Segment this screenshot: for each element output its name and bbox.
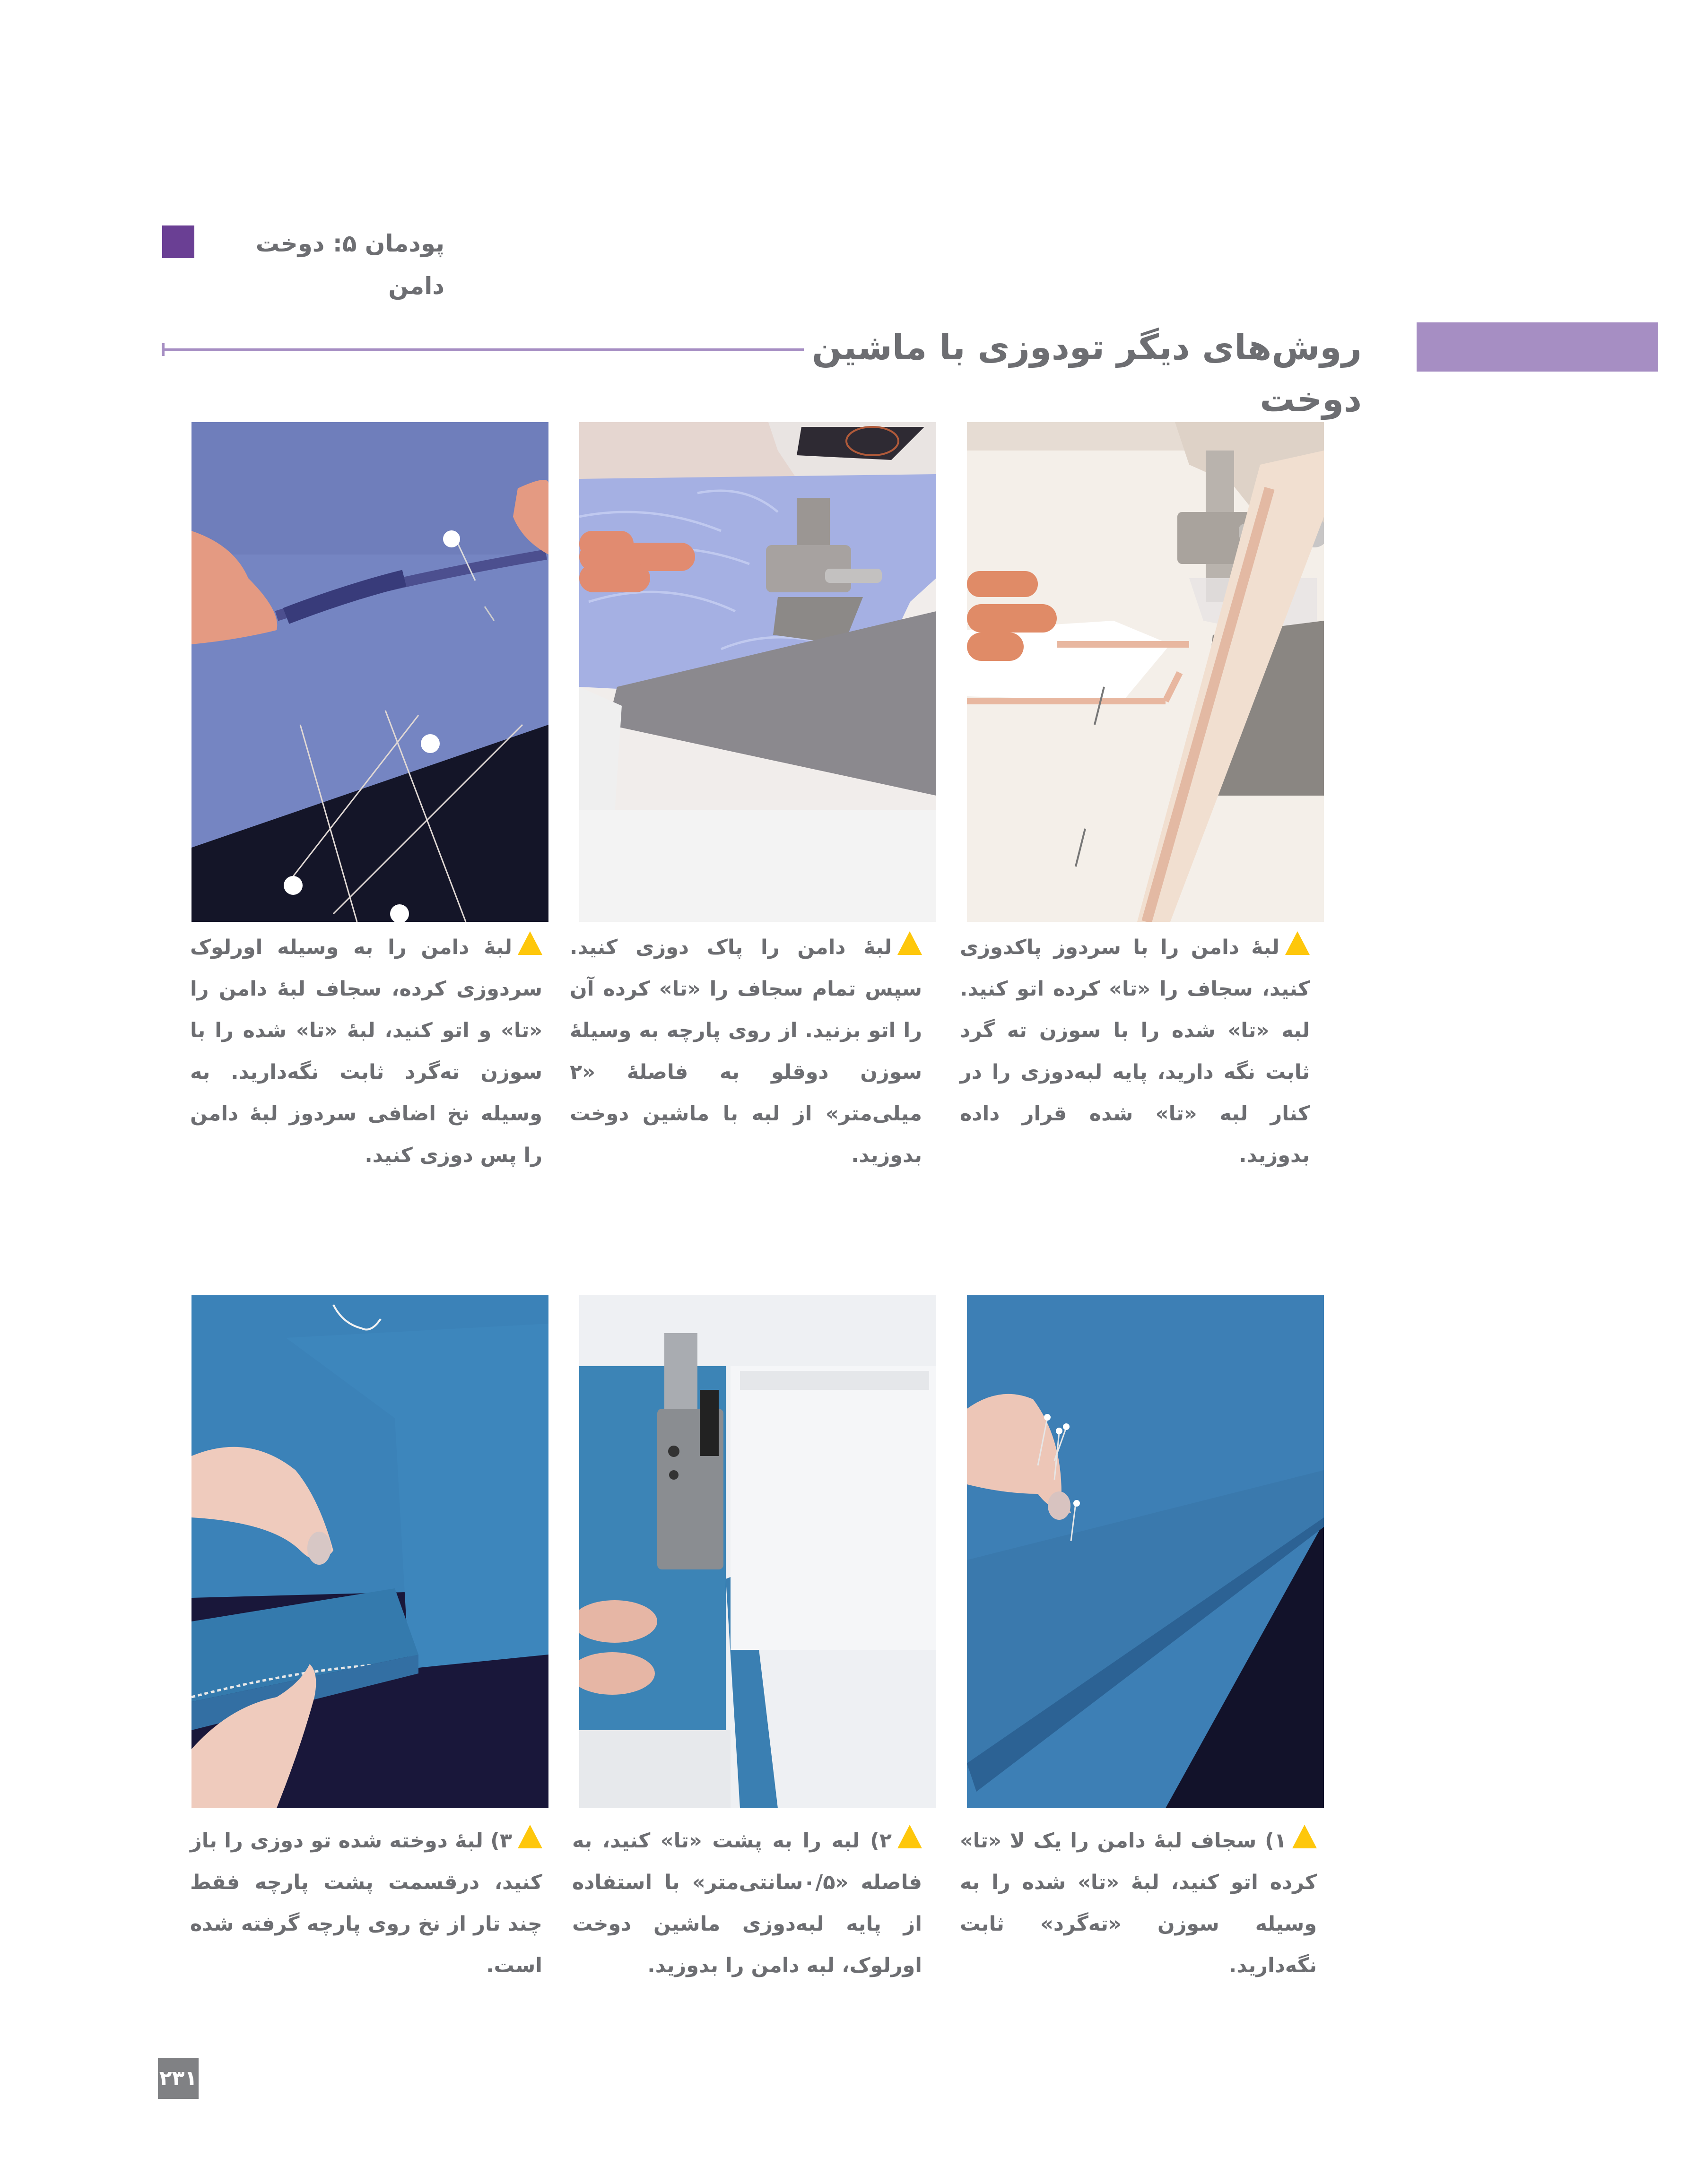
photo-white-fabric-clear-foot bbox=[967, 422, 1324, 922]
section-title: روش‌های دیگر تودوزی با ماشین دوخت bbox=[812, 327, 1362, 420]
caption-step-1 bbox=[960, 1820, 1317, 1986]
bullet-triangle-icon bbox=[518, 1825, 542, 1848]
bullet-triangle-icon bbox=[897, 931, 922, 955]
caption-text: ۳) لبهٔ دوخته شده تو دوزی را باز کنید، درقسمت پشت پارچه فقط چند تار از نخ روی پارچه گرفته شده است. bbox=[190, 1829, 542, 1977]
caption-top-left bbox=[190, 927, 542, 1176]
caption-text: لبهٔ دامن را با سردوز پاکدوزی کنید، سجاف را «تا» کرده اتو کنید. لبه «تا» شده را با سوزن ته گرد ثابت نگه دارید، پایه لبه‌دوزی را در کنار لبه «تا» شده قرار داده بدوزید. bbox=[960, 936, 1310, 1167]
photo-blue-fabric-twin-needle bbox=[579, 422, 936, 922]
bullet-triangle-icon bbox=[1292, 1825, 1317, 1848]
caption-step-2 bbox=[572, 1820, 922, 1986]
section-title-rule-cap bbox=[162, 343, 165, 356]
caption-step-3 bbox=[190, 1820, 542, 1986]
section-title-rule bbox=[163, 348, 804, 351]
caption-text: ۱) سجاف لبهٔ دامن را یک لا «تا» کرده اتو کنید، لبهٔ «تا» شده را به وسیله سوزن «ته‌گرد» ثابت نگه‌دارید. bbox=[960, 1829, 1317, 1977]
photo-hand-pinning-hem bbox=[967, 1295, 1324, 1808]
chapter-marker-square bbox=[162, 225, 194, 258]
caption-text: ۲) لبه را به پشت «تا» کنید، به فاصله «۰/۵سانتی‌متر» با استفاده از پایه لبه‌دوزی ماشین دوخت اورلوک، لبه دامن را بدوزید. bbox=[572, 1829, 922, 1977]
caption-top-right bbox=[960, 927, 1310, 1176]
caption-text: لبهٔ دامن را پاک دوزی کنید. سپس تمام سجاف را «تا» کرده آن را اتو بزنید. از روی پارچه به وسیلهٔ سوزن دوقلو به فاصلهٔ «۲ میلی‌متر» از لبه با ماشین دوخت بدوزید. bbox=[570, 936, 922, 1167]
photo-blue-fabric-pins bbox=[191, 422, 548, 922]
section-title-bar bbox=[1417, 322, 1658, 372]
page-number: ۲۳۱ bbox=[158, 2058, 199, 2099]
chapter-label: پودمان ۵: دوخت دامن bbox=[255, 230, 444, 300]
photo-overlock-blind-hem bbox=[579, 1295, 936, 1808]
bullet-triangle-icon bbox=[1285, 931, 1310, 955]
caption-top-middle bbox=[570, 927, 922, 1176]
photo-opening-stitched-hem bbox=[191, 1295, 548, 1808]
bullet-triangle-icon bbox=[897, 1825, 922, 1848]
caption-text: لبهٔ دامن را به وسیله اورلوک سردوزی کرده، سجاف لبهٔ دامن را «تا» و اتو کنید، لبهٔ «تا» شده را با سوزن ته‌گرد ثابت نگه‌دارید. به وسیله نخ اضافی سردوز لبهٔ دامن را پس دوزی کنید. bbox=[190, 936, 542, 1167]
bullet-triangle-icon bbox=[518, 931, 542, 955]
